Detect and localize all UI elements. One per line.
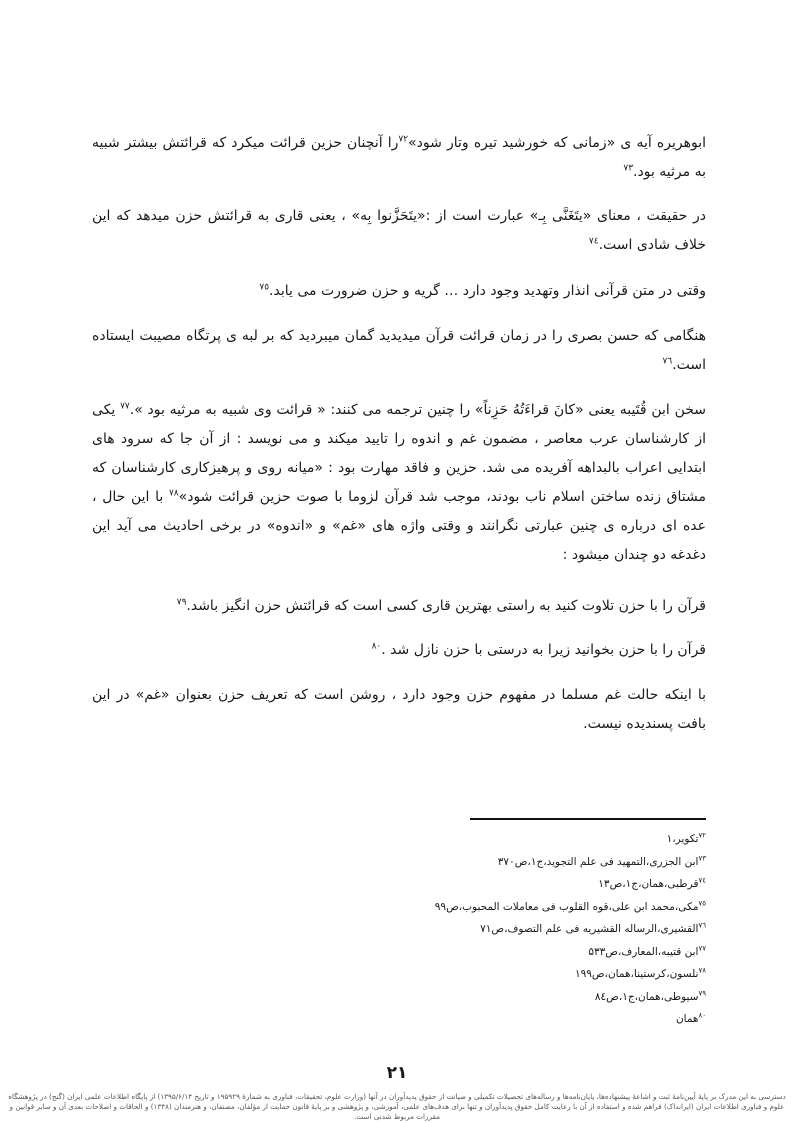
- page-number: ۲۱: [386, 1063, 408, 1083]
- footnote: [386, 986, 706, 1009]
- footnote: [386, 873, 706, 896]
- footnote-number: ۷۹: [698, 989, 706, 997]
- paragraph-text: قرآن را با حزن بخوانید زیرا به درستی با حزن نازل شد .: [381, 642, 706, 658]
- footnote-text: مکی،محمد ابن علی،قوه القلوب فی معاملات المحبوب،ص۹۹: [434, 900, 699, 913]
- legal-notice: دسترسی به این مدرک بر پایهٔ آیین‌نامهٔ ثبت و اشاعهٔ پیشنهاده‌ها، پایان‌نامه‌ها و رساله‌های تحصیلات تکمیلی و صیانت از حقوق پدیدآوران در آنها (وزارت علوم، تحقیقات، فناوری به شمارهٔ ۱۹۵۹۲۹ و تاریخ ۱۳۹۵/۶/۱۴) از پایگاه اطلاعات علمی ایران (گنج) در پژوهشگاه علوم و فناوری اطلاعات ایران (ایرانداک) فراهم شده و استفاده از آن با رعایت کامل حقوق پدیدآوران و تنها برای هدف‌های علمی، آموزشی، و پژوهشی و بر پایهٔ قانون حمایت از مؤلفان، مصنفان، و هنرمندان (۱۳۴۸) و الحاقات و اصلاحات بعدی آن و سایر قوانین و مقررات مربوط شدنی است.: [8, 1092, 786, 1121]
- footnotes: [386, 828, 706, 1031]
- footnote-ref: ۷۲: [398, 134, 409, 145]
- paragraph-text: ابوهریره آیه ی «زمانی که خورشید تیره وتار شود»: [408, 135, 706, 151]
- footnote: [386, 918, 706, 941]
- footnote-text: تکویر،۱: [666, 833, 699, 845]
- paragraph-1: [92, 129, 706, 187]
- paragraph-2: [92, 202, 706, 260]
- footnote-number: ۷٥: [698, 899, 706, 907]
- footnote-ref: ۷۷: [120, 401, 130, 412]
- footnote-ref: ۷۹: [176, 597, 187, 608]
- paragraph-text: با این حال ، عده ای درباره ی چنین عبارتی نگرانند و وقتی واژه های «غم» و «اندوه» در برخی احادیث می آید این دغدغه دو چندان میشود :: [92, 489, 706, 563]
- footnote-number: ۷۲: [698, 831, 706, 840]
- paragraph-text: قرآن را با حزن تلاوت کنید به راستی بهترین قاری کسی است که قرائتش حزن انگیز باشد.: [186, 598, 706, 614]
- footnote: [386, 1008, 706, 1031]
- footnote-text: همان: [675, 1013, 699, 1025]
- footnote-ref: ۷٦: [662, 356, 673, 367]
- footnote-text: سیوطی،همان،ج۱،ص۸٤: [594, 990, 699, 1003]
- footnote-number: ۷۷: [698, 944, 706, 952]
- footnote-number: ۷۸: [698, 966, 706, 975]
- footnote: [386, 896, 706, 919]
- footnote: [386, 941, 706, 964]
- footnote: [386, 828, 706, 851]
- paragraph-text: یکی از کارشناسان عرب معاصر ، مضمون غم و اندوه را تایید میکند و می نویسد : از آن جا که سرود های ابتدایی اعراب بالبداهه آفریده می شد. حزین و فاقد مهارت بود : «میانه روی و پرهیزکاری کارشناسان که مشتاق زنده ساختن اسلام ناب بودند، موجب شد قرآن لزوما با صوت حزین قرائت شود»: [92, 402, 706, 505]
- footnote-ref: ۷۸: [168, 488, 179, 499]
- footnote-text: نلسون،کرستینا،همان،ص۱۹۹: [574, 968, 699, 980]
- paragraph-text: با اینکه حالت غم مسلما در مفهوم حزن وجود دارد ، روشن است که تعریف حزن بعنوان «غم» در این بافت پسندیده نیست.: [92, 687, 706, 732]
- footnote-number: ۷٤: [698, 876, 706, 885]
- paragraph-7: [92, 636, 706, 665]
- footnote-ref: ۷٥: [259, 282, 270, 293]
- footnote: [386, 963, 706, 986]
- paragraph-5: [92, 396, 706, 570]
- paragraph-6: [92, 592, 706, 621]
- footnote: [386, 851, 706, 874]
- paragraph-3: [92, 277, 706, 306]
- footnote-number: ۷٦: [698, 921, 706, 930]
- paragraph-text: سخن ابن قُتَیبه یعنی «کانَ قراءَتُهُ حَزِناً» را چنین ترجمه می کنند: « قرائت وی شبیه به مرثیه بود ».: [129, 402, 707, 418]
- footnote-ref: ۷۳: [623, 163, 634, 174]
- paragraph-4: [92, 322, 706, 380]
- paragraph-text: وقتی در متن قرآنی انذار وتهدید وجود دارد … گریه و حزن ضرورت می یابد.: [269, 283, 706, 299]
- footnote-number: ۸۰: [698, 1011, 706, 1020]
- footnote-divider: [470, 818, 706, 820]
- footnote-text: القشیری،الرساله القشیریه فی علم التصوف،ص۷۱: [480, 923, 699, 935]
- footnote-ref: ۸۰: [371, 641, 382, 652]
- paragraph-text: را آنچنان حزین قرائت میکرد که قرائتش بیشتر شبیه به مرثیه بود.: [92, 135, 706, 180]
- footnote-text: ابن الجزری،التمهید فی علم التجوید،ج۱،ص۳۷۰: [497, 855, 699, 868]
- paragraph-text: در حقیقت ، معنای «یتَغَنَّی بِـ» عبارت است از :«یتَحَزَّنوا بِه» ، یعنی قاری به قرائتش حزن میدهد که این خلاف شادی است.: [92, 208, 706, 253]
- paragraph-text: هنگامی که حسن بصری را در زمان قرائت قرآن میدیدید گمان میبردید که بر لبه ی پرتگاه مصیبت ایستاده است.: [92, 328, 706, 373]
- footnote-ref: ۷٤: [588, 236, 599, 247]
- footnote-number: ۷۳: [698, 854, 706, 862]
- paragraph-8: [92, 681, 706, 739]
- footnote-text: ابن قتیبه،المعارف،ص۵۳۳: [588, 945, 699, 958]
- footnote-text: قرطبی،همان،ج۱،ص۱۳: [598, 878, 699, 890]
